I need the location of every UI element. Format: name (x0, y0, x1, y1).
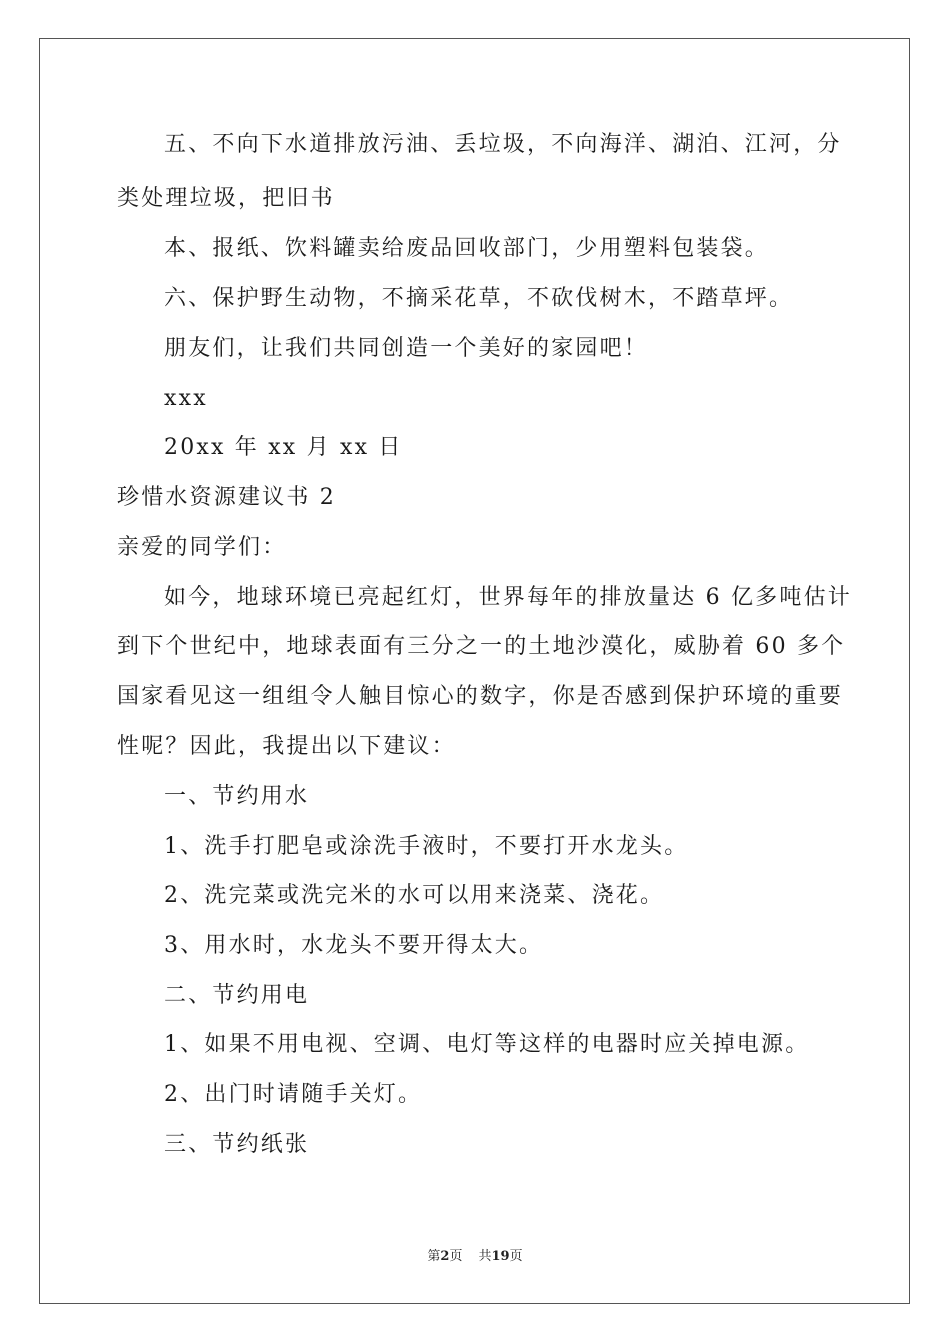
text-line: 一、节约用水 (164, 784, 310, 809)
page-border (39, 38, 910, 1304)
text-line: 性呢？因此，我提出以下建议： (117, 734, 456, 759)
signature-date: 20xx 年 xx 月 xx 日 (164, 435, 403, 460)
page-number: 2 (440, 1249, 450, 1264)
text-line: 类处理垃圾，把旧书 (117, 186, 335, 211)
page-prefix: 第 (427, 1249, 441, 1264)
page-suffix: 页 (449, 1249, 463, 1264)
total-suffix: 页 (509, 1249, 523, 1264)
page-footer (0, 1248, 950, 1266)
text-line: 1、如果不用电视、空调、电灯等这样的电器时应关掉电源。 (164, 1032, 810, 1057)
text-line: 1、洗手打肥皂或涂洗手液时，不要打开水龙头。 (164, 834, 689, 859)
text-line: 六、保护野生动物，不摘采花草，不砍伐树木，不踏草坪。 (164, 286, 794, 311)
total-pages: 19 (491, 1249, 510, 1264)
text-line: 2、洗完菜或洗完米的水可以用来浇菜、浇花。 (164, 883, 665, 908)
text-line: 3、用水时，水龙头不要开得太大。 (164, 933, 544, 958)
text-line: 到下个世纪中，地球表面有三分之一的土地沙漠化，威胁着 60 多个 (117, 634, 846, 659)
text-line: 本、报纸、饮料罐卖给废品回收部门，少用塑料包装袋。 (164, 236, 770, 261)
text-line: 国家看见这一组组令人触目惊心的数字，你是否感到保护环境的重要 (117, 684, 844, 709)
text-line: 二、节约用电 (164, 983, 310, 1008)
total-prefix: 共 (478, 1249, 492, 1264)
text-line: 五、不向下水道排放污油、丢垃圾，不向海洋、湖泊、江河，分 (164, 132, 842, 157)
text-line: 朋友们，让我们共同创造一个美好的家园吧！ (164, 336, 649, 361)
text-line: 三、节约纸张 (164, 1132, 310, 1157)
text-line: 如今，地球环境已亮起红灯，世界每年的排放量达 6 亿多吨估计 (164, 585, 852, 610)
text-line: 2、出门时请随手关灯。 (164, 1082, 423, 1107)
signature-name: xxx (164, 386, 208, 411)
section-title: 珍惜水资源建议书 2 (117, 485, 336, 510)
salutation: 亲爱的同学们： (117, 535, 287, 560)
